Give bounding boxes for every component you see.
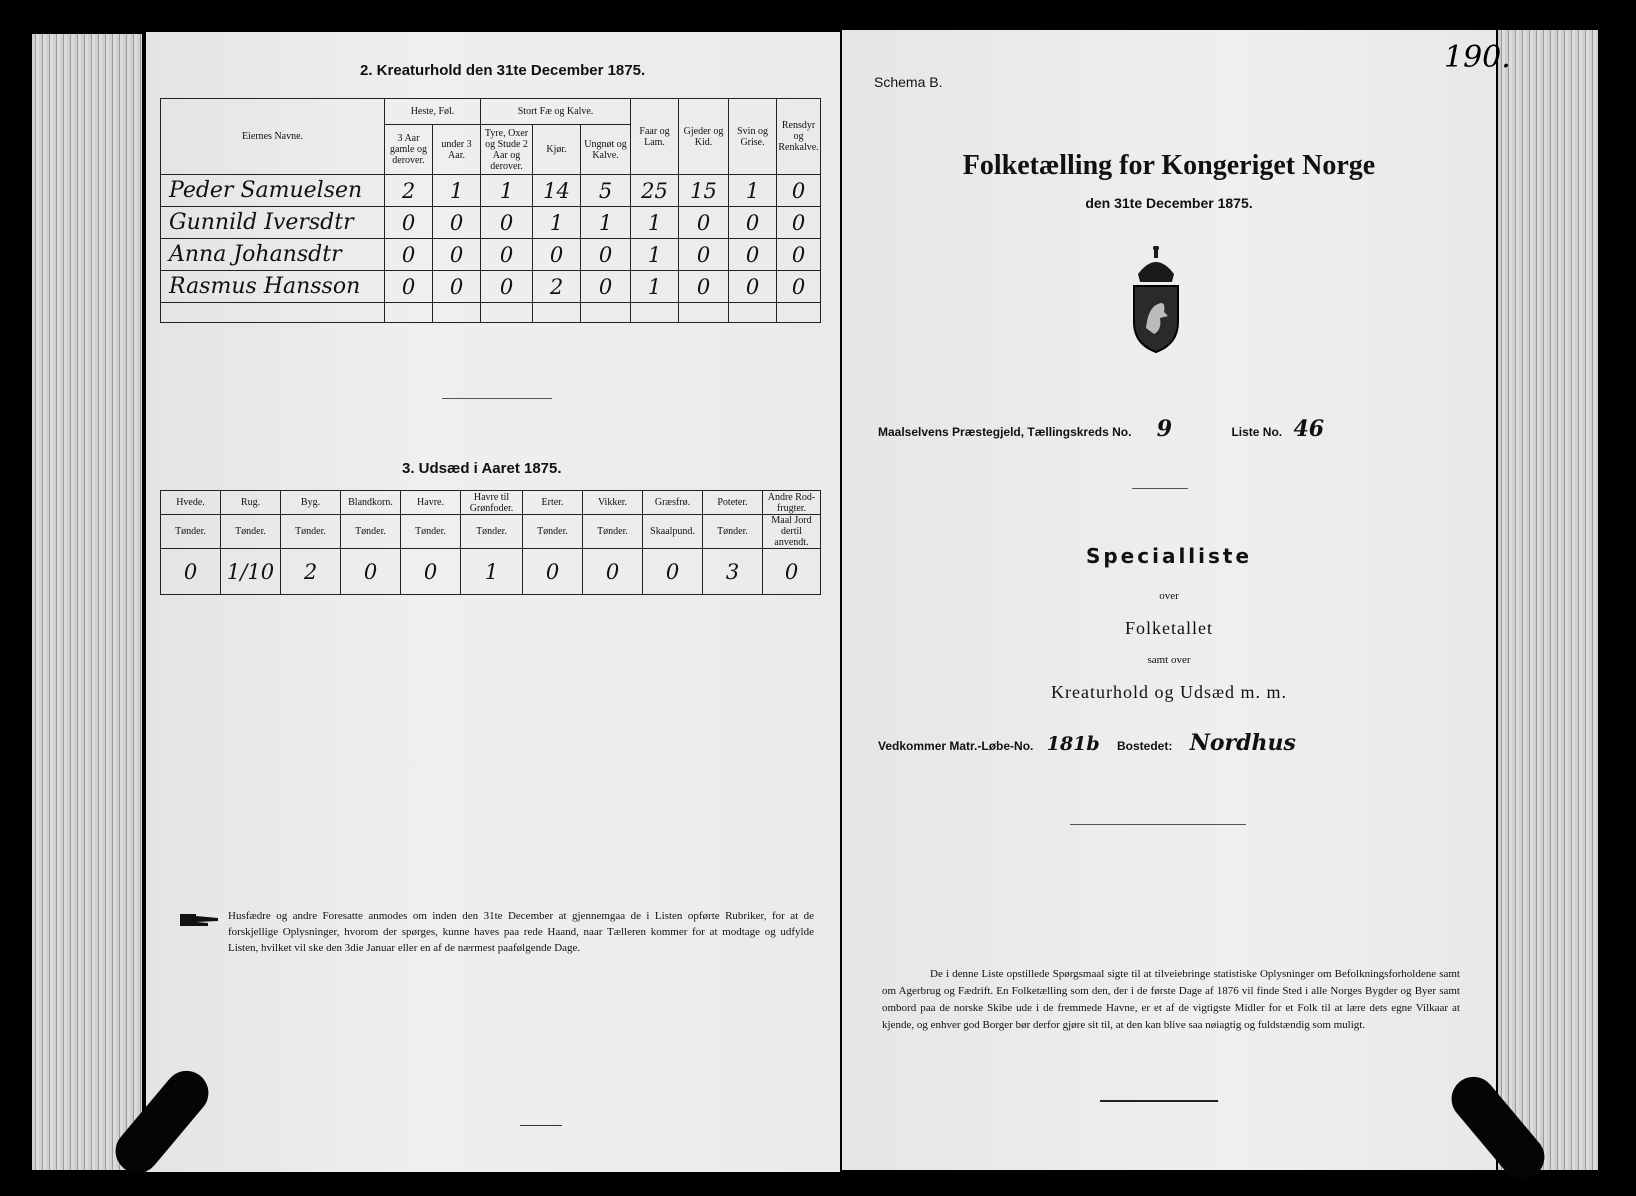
right-book-edge [1498,30,1598,1170]
cell: 1 [631,271,679,303]
cell: 0 [481,207,533,239]
bulls-header: Tyre, Oxer og Stude 2 Aar og derover. [481,125,533,175]
cell: 0 [385,239,433,271]
pigs-header: Svin og Grise. [729,99,777,175]
cell: 14 [533,175,581,207]
page-number: 190. [1444,40,1511,75]
cell: 0 [679,207,729,239]
schema-label: Schema B. [874,74,943,90]
young-cattle-header: Ungnøt og Kalve. [581,125,631,175]
crop-header: Rug. [221,491,281,515]
matr-label: Vedkommer Matr.-Løbe-No. [878,739,1034,753]
cell: 2 [385,175,433,207]
cell: 0 [161,549,221,595]
cell: 0 [777,239,821,271]
unit-header: Tønder. [461,515,523,549]
cell: 3 [703,549,763,595]
cell: 2 [281,549,341,595]
crop-header: Poteter. [703,491,763,515]
section3-title: 3. Udsæd i Aaret 1875. [402,460,562,477]
owner-name: Gunnild Iversdtr [161,207,385,239]
crop-header: Havre til Grønfoder. [461,491,523,515]
unit-header: Tønder. [583,515,643,549]
cell: 0 [679,239,729,271]
kreatur-label: Kreaturhold og Udsæd m. m. [1051,682,1287,702]
sowing-table [160,490,821,595]
cell: 0 [433,271,481,303]
unit-header: Tønder. [221,515,281,549]
cell: 0 [433,207,481,239]
unit-header: Tønder. [341,515,401,549]
cell: 1 [631,239,679,271]
matr-number: 181b [1046,733,1100,755]
unit-header: Skaalpund. [643,515,703,549]
cell: 1/10 [221,549,281,595]
table-row [161,239,821,271]
cell: 0 [643,549,703,595]
cell: 1 [631,207,679,239]
cell: 1 [729,175,777,207]
list-label: Liste No. [1231,425,1283,439]
footer-text: De i denne Liste opstillede Spørgsmaal sigte til at tilveiebringe statistiske Oplysninger om Befolkningsforholdene samt om Agerbrug og Fædrift. En Folketælling som den, der i de første Dage af 1876 vil finde Sted i alle Norges Bygder og Byer samt ombord paa de norske Skibe ude i de fremmede Havne, er et af de vigtigste Midler for et Folk til at lære dets egne Vilkaar at kjende, og enhver god Borger bør derfor gjøre sit til, at den kan blive saa nøiagtig og fuldstændig som muligt. [882,968,1460,1031]
crop-header: Blandkorn. [341,491,401,515]
cattle-header: Stort Fæ og Kalve. [481,99,631,125]
right-page [842,30,1511,1170]
cell: 0 [481,239,533,271]
unit-header: Tønder. [703,515,763,549]
coat-of-arms-icon [1128,246,1184,354]
cell: 0 [729,239,777,271]
crop-header: Byg. [281,491,341,515]
cell: 1 [461,549,523,595]
crop-header: Andre Rod-frugter. [763,491,821,515]
owner-name: Rasmus Hansson [161,271,385,303]
table-row [161,549,821,595]
table-row [161,207,821,239]
divider [442,398,552,399]
unit-header: Tønder. [401,515,461,549]
district-number: 9 [1156,416,1173,442]
pointing-hand-icon [178,910,222,930]
owner-name: Peder Samuelsen [161,175,385,207]
crop-header: Hvede. [161,491,221,515]
table-row [161,303,821,323]
cell: 0 [729,207,777,239]
cell: 0 [777,271,821,303]
section2-title: 2. Kreaturhold den 31te December 1875. [360,62,646,79]
unit-header: Maal Jord dertil anvendt. [763,515,821,549]
goats-header: Gjeder og Kid. [679,99,729,175]
cell: 25 [631,175,679,207]
crop-header: Græsfrø. [643,491,703,515]
cell: 0 [583,549,643,595]
unit-header: Tønder. [281,515,341,549]
left-page [146,32,840,1172]
divider [1070,824,1246,825]
sheep-header: Faar og Lam. [631,99,679,175]
left-book-edge [32,34,142,1170]
cell: 0 [401,549,461,595]
cell: 0 [433,239,481,271]
cell: 0 [481,271,533,303]
cell: 0 [581,239,631,271]
horses-under3-header: under 3 Aar. [433,125,481,175]
census-date: den 31te December 1875. [1085,195,1253,211]
reindeer-header: Rensdyr og Renkalve. [777,99,821,175]
samt-over-label: samt over [1147,654,1191,666]
crop-header: Erter. [523,491,583,515]
over-label: over [1159,590,1179,602]
unit-header: Tønder. [523,515,583,549]
special-title: Specialliste [1085,544,1253,568]
owner-name: Anna Johansdtr [161,239,385,271]
cell: 1 [533,207,581,239]
cell: 0 [581,271,631,303]
bosted-value: Nordhus [1189,730,1296,756]
crop-header: Vikker. [583,491,643,515]
divider [520,1125,562,1126]
table-row [161,175,821,207]
folketallet-label: Folketallet [1125,618,1213,638]
cell: 1 [581,207,631,239]
cell: 15 [679,175,729,207]
cell: 0 [385,271,433,303]
cell: 0 [385,207,433,239]
cell: 2 [533,271,581,303]
cell: 0 [523,549,583,595]
cell: 0 [777,175,821,207]
cell: 5 [581,175,631,207]
parish-label: Maalselvens Præstegjeld, Tællingskreds No. [878,425,1132,439]
crop-header: Havre. [401,491,461,515]
main-title: Folketælling for Kongeriget Norge [962,150,1376,181]
owner-header: Eiernes Navne. [161,99,385,175]
cell: 0 [533,239,581,271]
cows-header: Kjør. [533,125,581,175]
cell: 1 [481,175,533,207]
table-row [161,271,821,303]
bosted-label: Bostedet: [1117,739,1173,753]
notice-text: Husfædre og andre Foresatte anmodes om inden den 31te December at gjennemgaa de i Listen opførte Rubriker, for at de forskjellige Oplysninger, hvorom der spørges, kunne haves paa rede Haand, naar Tælleren kommer for at modtage og udfylde Listen, hvilket vil ske den 3die Januar eller en af de nærmest paafølgende Dage. [228,910,814,954]
divider [1132,488,1188,489]
cell: 0 [679,271,729,303]
cell: 0 [777,207,821,239]
unit-header: Tønder. [161,515,221,549]
livestock-table [160,98,821,323]
cell: 0 [341,549,401,595]
divider [1100,1100,1218,1102]
list-number: 46 [1293,416,1325,442]
horses-header: Heste, Føl. [385,99,481,125]
cell: 0 [729,271,777,303]
horses-3plus-header: 3 Aar gamle og derover. [385,125,433,175]
cell: 1 [433,175,481,207]
cell: 0 [763,549,821,595]
